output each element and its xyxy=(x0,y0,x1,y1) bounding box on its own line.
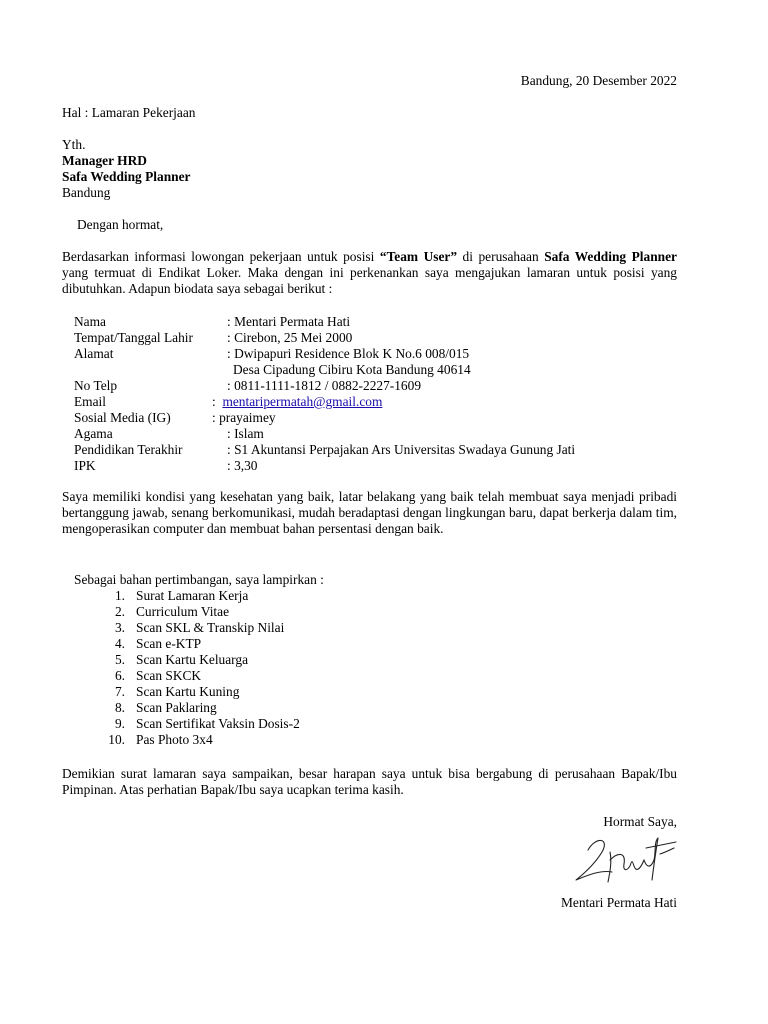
attachment-number: 3. xyxy=(114,620,125,635)
recipient-company: Safa Wedding Planner xyxy=(62,169,191,184)
biodata-label: Alamat xyxy=(74,346,114,361)
biodata-value: : prayaimey xyxy=(212,410,276,425)
attachment-text: Scan SKL & Transkip Nilai xyxy=(136,620,285,635)
intro-paragraph xyxy=(62,249,677,297)
attachments-intro: Sebagai bahan pertimbangan, saya lampirkan : xyxy=(74,572,324,587)
condition-paragraph: Saya memiliki kondisi yang kesehatan yang baik, latar belakang yang baik telah membuat saya menjadi pribadi bertanggung jawab, senang berkomunikasi, mudah beradaptasi dengan lingkungan baru, dapat berkerja dalam tim, mengoperasikan computer dan membuat bahan persentasi dengan baik. xyxy=(62,489,677,536)
attachment-text: Scan Kartu Keluarga xyxy=(136,652,249,667)
biodata-value xyxy=(212,394,382,410)
intro-text-2: di perusahaan xyxy=(457,249,545,264)
attachment-text: Pas Photo 3x4 xyxy=(136,732,213,747)
biodata-label: Tempat/Tanggal Lahir xyxy=(74,330,193,345)
biodata-value: : 0811-1111-1812 / 0882-2227-1609 xyxy=(227,378,422,393)
attachment-text: Scan Sertifikat Vaksin Dosis-2 xyxy=(136,716,300,731)
attachment-number: 2. xyxy=(114,604,125,619)
attachment-text: Scan Paklaring xyxy=(136,700,217,715)
attachment-text: Curriculum Vitae xyxy=(136,604,230,619)
biodata-label: No Telp xyxy=(74,378,118,393)
biodata-label: Pendidikan Terakhir xyxy=(74,442,183,457)
attachment-text: Scan Kartu Kuning xyxy=(136,684,240,699)
attachment-text: Surat Lamaran Kerja xyxy=(136,588,249,603)
attachment-number: 10. xyxy=(108,732,125,747)
attachment-text: Scan e-KTP xyxy=(136,636,202,651)
intro-text-3: yang termuat di Endikat Loker. Maka dengan ini perkenankan saya mengajukan lamaran untuk posisi yang dibutuhkan. Adapun biodata saya sebagai berikut : xyxy=(62,265,677,296)
biodata-value: Desa Cipadung Cibiru Kota Bandung 40614 xyxy=(233,362,471,377)
attachment-number: 6. xyxy=(114,668,125,683)
biodata-value: : 3,30 xyxy=(227,458,258,473)
closing-paragraph: Demikian surat lamaran saya sampaikan, besar harapan saya untuk bisa bergabung di perusahaan Bapak/Ibu Pimpinan. Atas perhatian Bapak/Ibu saya ucapkan terima kasih. xyxy=(62,766,677,797)
attachment-number: 8. xyxy=(114,700,125,715)
email-colon: : xyxy=(212,394,216,409)
attachment-number: 1. xyxy=(114,588,125,603)
email-link[interactable]: mentaripermatah@gmail.com xyxy=(222,394,383,409)
attachment-number: 9. xyxy=(114,716,125,731)
biodata-label: Agama xyxy=(74,426,113,441)
biodata-value: : S1 Akuntansi Perpajakan Ars Universitas Swadaya Gunung Jati xyxy=(227,442,576,457)
recipient-salutation: Yth. xyxy=(62,137,86,152)
subject-line: Hal : Lamaran Pekerjaan xyxy=(62,105,196,120)
recipient-city: Bandung xyxy=(62,185,111,200)
intro-text-1: Berdasarkan informasi lowongan pekerjaan untuk posisi xyxy=(62,249,380,264)
signature-image xyxy=(566,830,682,892)
recipient-position: Manager HRD xyxy=(62,153,147,168)
greeting: Dengan hormat, xyxy=(77,217,164,232)
attachment-number: 7. xyxy=(114,684,125,699)
biodata-value: : Dwipapuri Residence Blok K No.6 008/015 xyxy=(227,346,470,361)
signer-name: Mentari Permata Hati xyxy=(560,895,677,910)
biodata-label: Nama xyxy=(74,314,106,329)
biodata-value: : Cirebon, 25 Mei 2000 xyxy=(227,330,353,345)
biodata-label: IPK xyxy=(74,458,96,473)
attachment-number: 4. xyxy=(114,636,125,651)
attachment-text: Scan SKCK xyxy=(136,668,202,683)
intro-company: Safa Wedding Planner xyxy=(544,249,677,264)
recipient-block xyxy=(62,137,190,201)
biodata-value: : Mentari Permata Hati xyxy=(227,314,351,329)
job-position: “Team User” xyxy=(379,249,458,264)
valediction: Hormat Saya, xyxy=(603,814,677,829)
biodata-label: Email xyxy=(74,394,106,409)
biodata-label: Sosial Media (IG) xyxy=(74,410,171,425)
attachment-number: 5. xyxy=(114,652,125,667)
biodata-value: : Islam xyxy=(227,426,264,441)
place-date: Bandung, 20 Desember 2022 xyxy=(520,73,677,88)
